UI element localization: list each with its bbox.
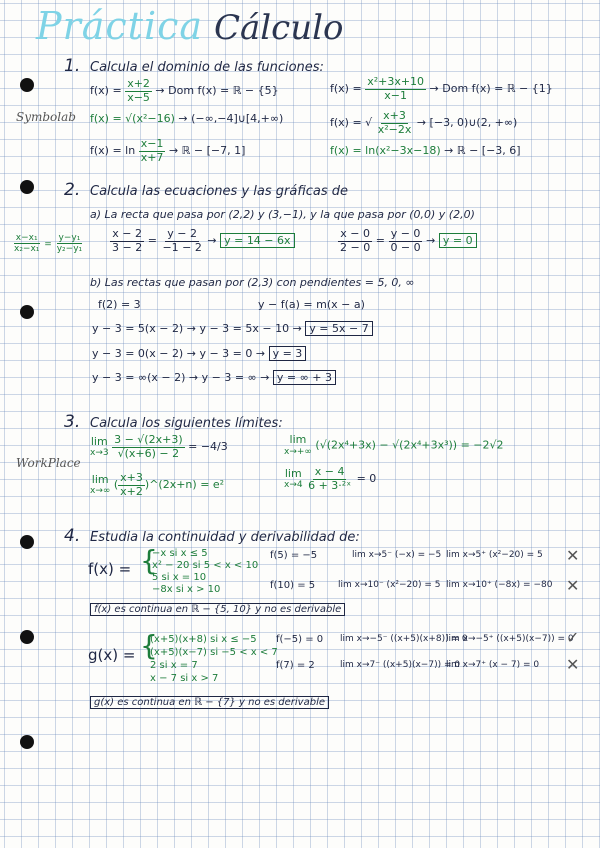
line-b1: y − 3 = 5(x − 2) → y − 3 = 5x − 10 → y = 5x − 7 [92,322,373,335]
g-name: g(x) = [88,646,136,664]
limit-1: lim x→3 $\frac{3 - √(2x+3)}{√(x+6) - 2}$ = −4/3 [90,433,228,460]
line-a1: $\frac{x - 2}{3 - 2}$ = $\frac{y - 2}{-1 - 2}$ → y = 14 − 6x [110,228,295,254]
g-check-4: f(7) = 2 [276,660,315,671]
g-mark-2: ✕ [566,655,580,674]
g-check-1: f(−5) = 0 [276,634,324,645]
f-check-5: lim x→10⁻ (x²−20) = 5 [338,580,441,590]
answer-b3: y = ∞ + 3 [273,370,336,385]
section-3-number: 3. [64,412,81,432]
f-check-4: f(10) = 5 [270,580,316,591]
domain-row-2: f(x) = √(x²−16) → (−∞,−4]∪[4,+∞) [90,112,284,125]
g-cases: (x+5)(x+8) si x ≤ −5 (x+5)(x−7) si −5 < x < 7 2 si x = 7 x − 7 si x > 7 [150,634,278,684]
formula-note: $\frac{\text{x−x₁}}{\text{x₂−x₁}}$ = $\frac{\text{y−y₁}}{\text{y₂−y₁}}$ [14,233,83,255]
section-1-heading: Calcula el dominio de las funciones: [90,60,324,75]
f-check-6: lim x→10⁺ (−8x) = −80 [446,580,553,590]
punch-hole-1 [20,78,34,92]
f-conclusion: f(x) es continua en ℝ − {5, 10} y no es derivable [90,603,345,616]
f-brace: { [140,544,158,577]
title-calculo: Cálculo [214,8,344,48]
g-mark-1: ✓ [566,628,580,647]
line-b2: y − 3 = 0(x − 2) → y − 3 = 0 → y = 3 [92,347,306,360]
g-check-3: lim x→−5⁺ ((x+5)(x−7)) = 0 [446,634,574,644]
domain-row-5: f(x) = √ $\frac{x+3}{\text{x²−2x}}$ → [−3, 0)∪(2, +∞) [330,109,518,136]
line-b3: y − 3 = ∞(x − 2) → y − 3 = ∞ → y = ∞ + 3 [92,371,336,384]
answer-b1: y = 5x − 7 [305,321,372,336]
limit-4: lim x→4 $\frac{x - 4}{\text{6 + 3·²ˣ}}$ = 0 [284,465,377,492]
answer-a2: y = 0 [439,233,477,248]
punch-hole-6 [20,735,34,749]
f-name: f(x) = [88,560,132,578]
limit-3: lim x→∞ ( $\frac{x+3}{x+2}$ )^(2x+n) = e² [90,471,225,498]
g-brace: { [140,629,158,662]
punch-hole-4 [20,535,34,549]
section-3-heading: Calcula los siguientes límites: [90,416,283,431]
punch-hole-3 [20,305,34,319]
domain-row-6: f(x) = ln(x²−3x−18) → ℝ − [−3, 6] [330,144,521,157]
g-check-2: lim x→−5⁻ ((x+5)(x+8)) = 0 [340,634,468,644]
line-a2: $\frac{x - 0}{2 - 0}$ = $\frac{y - 0}{0 - 0}$ → y = 0 [338,228,477,254]
b-general-equation: y − f(a) = m(x − a) [258,298,365,311]
part-b-text: b) Las rectas que pasan por (2,3) con pendientes = 5, 0, ∞ [90,276,415,289]
g-check-6: lim x→7⁺ (x − 7) = 0 [446,660,540,670]
g-check-5: lim x→7⁻ ((x+5)(x−7)) = 0 [340,660,461,670]
f-check-2: lim x→5⁻ (−x) = −5 [352,550,442,560]
side-label-workplace: WorkPlace [16,456,81,470]
title-practica: Práctica [36,4,204,48]
punch-hole-5 [20,630,34,644]
section-1-number: 1. [64,56,81,76]
section-2-number: 2. [64,180,81,200]
part-a-text: a) La recta que pasa por (2,2) y (3,−1), y la que pasa por (0,0) y (2,0) [90,208,475,221]
domain-row-1: f(x) = $\frac{x+2}{x-5}$ → Dom f(x) = ℝ − {5} [90,77,279,104]
f-check-1: f(5) = −5 [270,550,318,561]
answer-b2: y = 3 [269,346,307,361]
answer-a1: y = 14 − 6x [220,233,294,248]
f-check-3: lim x→5⁺ (x²−20) = 5 [446,550,543,560]
domain-row-4: f(x) = $\frac{\text{x²+3x+10}}{x-1}$ → Dom f(x) = ℝ − {1} [330,75,553,102]
b-f-value: f(2) = 3 [98,298,141,311]
f-mark-2: ✕ [566,576,580,595]
f-cases: −x si x ≤ 5 x² − 20 si 5 < x < 10 5 si x = 10 −8x si x > 10 [152,548,259,595]
g-conclusion: g(x) es continua en ℝ − {7} y no es derivable [90,696,329,709]
section-4-number: 4. [64,526,81,546]
side-label-symbolab: Symbolab [16,110,76,124]
section-2-heading: Calcula las ecuaciones y las gráficas de [90,184,348,199]
domain-row-3: f(x) = ln $\frac{x-1}{x+7}$ → ℝ − [−7, 1] [90,137,246,164]
section-4-heading: Estudia la continuidad y derivabilidad de: [90,530,360,545]
f-mark-1: ✕ [566,546,580,565]
limit-2: lim x→+∞ (√(2x⁴+3x) − √(2x⁴+3x³)) = −2√2 [284,433,504,457]
punch-hole-2 [20,180,34,194]
